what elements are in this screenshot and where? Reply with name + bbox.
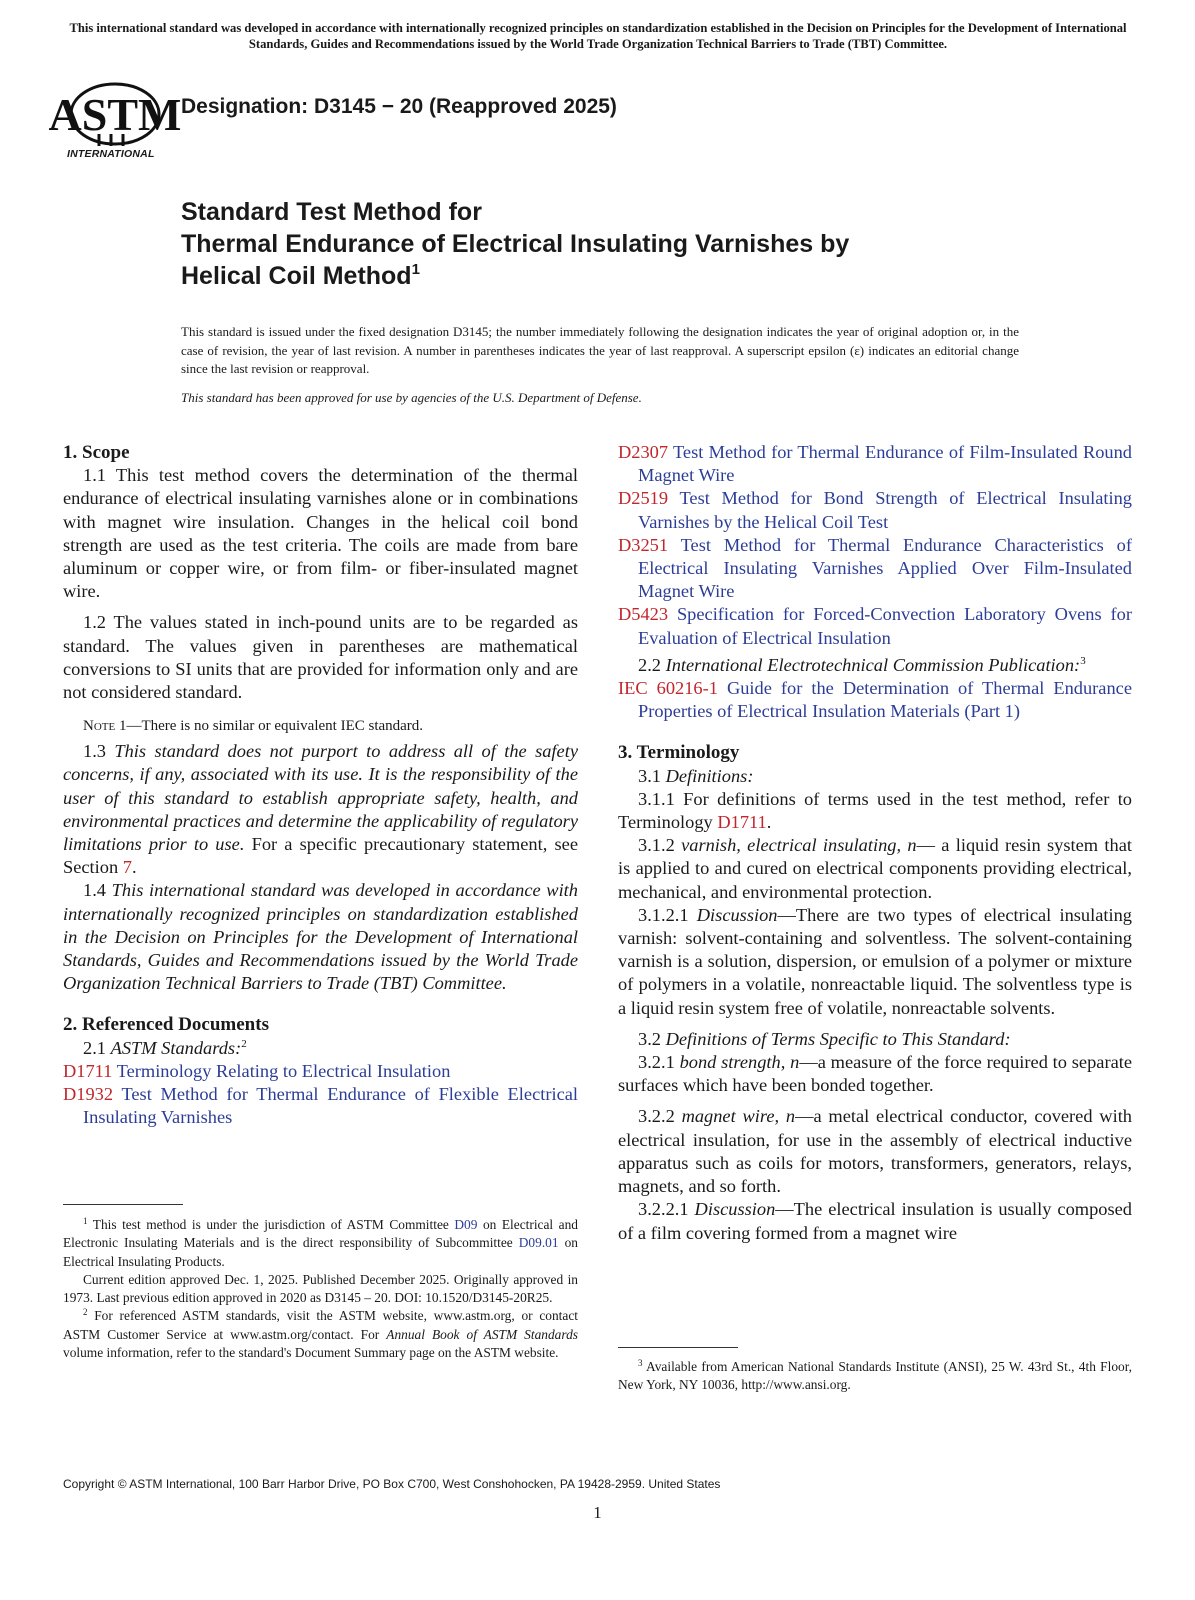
copyright-notice: Copyright © ASTM International, 100 Barr Harbor Drive, PO Box C700, West Conshohocken, PA 19428-2959. United States xyxy=(63,1477,721,1491)
section-heading-scope: 1. Scope xyxy=(63,442,130,463)
left-column xyxy=(63,441,578,1129)
footnote-divider xyxy=(618,1347,738,1348)
paragraph-1-3: 1.3 This standard does not purport to address all of the safety concerns, if any, associated with its use. It is the responsibility of the user of this standard to establish appropriate safety, health, and environmental practices and determine the applicability of regulatory limitations prior to use. For a specific precautionary statement, see Section 7. xyxy=(63,741,578,878)
section-7-link[interactable]: 7 xyxy=(122,857,132,878)
paragraph-3-1-2-1: 3.1.2.1 Discussion—There are two types of electrical insulating varnish: solvent-containing and solventless. The solvent-containing varnish is a solution, dispersion, or emulsion of a polymer or mixture of polymers in a volatile, nonreactable liquid. The solventless type is a liquid resin system free of volatile, nonreactable solvents. xyxy=(618,904,1132,1018)
page-number: 1 xyxy=(593,1503,602,1522)
reference-item[interactable]: D3251 Test Method for Thermal Endurance Characteristics of Electrical Insulating Varnishes Applied Over Film-Insulated Magnet Wire xyxy=(618,534,1132,602)
footnote-1: $^1$ This test method is under the jurisdiction of ASTM Committee D09 on Electrical and Electronic Insulating Materials and is the direct responsibility of Subcommittee D09.01 on Electrical Insulating Products. xyxy=(63,1216,578,1269)
title-line-3: Helical Coil Method$^1$ xyxy=(181,261,420,290)
d1711-link[interactable]: D1711 xyxy=(717,812,767,833)
paragraph-2-2: 2.2 International Electrotechnical Commission Publication:$^3$ xyxy=(638,654,1086,675)
document-title xyxy=(181,196,1081,292)
svg-text:ASTM: ASTM xyxy=(48,89,182,140)
paragraph-1-1: 1.1 This test method covers the determination of the thermal endurance of electrical insulating varnishes alone or in combinations with magnet wire insulation. Changes in the helical coil bond strength are used as the test criteria. The coils are made from bare aluminum or copper wire, or from film- or fiber-insulated magnet wire. xyxy=(63,465,578,602)
footnotes-left xyxy=(63,1216,578,1362)
right-column xyxy=(618,441,1132,1245)
section-heading-terminology: 3. Terminology xyxy=(618,742,740,764)
reference-item[interactable]: D2307 Test Method for Thermal Endurance of Film-Insulated Round Magnet Wire xyxy=(618,442,1132,486)
paragraph-1-4: 1.4 This international standard was developed in accordance with internationally recognized principles on standardization established in the Decision on Principles for the Development of International Standards, Guides and Recommendations issued by the World Trade Organization Technical Barriers to Trade (TBT) Committee. xyxy=(63,880,578,994)
paragraph-3-2-2-1: 3.2.2.1 Discussion—The electrical insulation is usually composed of a film covering formed from a magnet wire xyxy=(618,1199,1132,1243)
reference-item[interactable]: D5423 Specification for Forced-Convection Laboratory Ovens for Evaluation of Electrical Insulation xyxy=(618,604,1132,648)
title-line-1: Standard Test Method for xyxy=(181,198,482,226)
note-label: Note 1 xyxy=(83,718,127,735)
paragraph-3-2-2: 3.2.2 magnet wire, n—a metal electrical conductor, covered with electrical insulation, for use in the assembly of electrical inductive apparatus such as coils for motors, transformers, generators, relays, magnets, and so forth. xyxy=(618,1106,1132,1197)
footnote-2-mark[interactable]: 2 xyxy=(241,1037,247,1050)
footnote-divider xyxy=(63,1204,183,1205)
reference-item[interactable]: D2519 Test Method for Bond Strength of Electrical Insulating Varnishes by the Helical Coil Test xyxy=(618,488,1132,532)
footnote-1-edition: Current edition approved Dec. 1, 2025. Published December 2025. Originally approved in 1973. Last previous edition approved in 2020 as D3145 – 20. DOI: 10.1520/D3145-20R25. xyxy=(63,1271,578,1306)
paragraph-2-1: 2.1 ASTM Standards:$^2$ xyxy=(83,1037,247,1058)
wto-principles-notice: This international standard was developed in accordance with internationally recognized principles on standardization established in the Decision on Principles for the Development of International Standards, Guides and Recommendations issued by the World Trade Organization Technical Barriers to Trade (TBT) Committee. xyxy=(69,21,1127,51)
reference-item[interactable]: D1711 Terminology Relating to Electrical Insulation xyxy=(63,1060,451,1081)
footnotes-right xyxy=(618,1358,1132,1395)
title-line-2: Thermal Endurance of Electrical Insulating Varnishes by xyxy=(181,230,850,258)
paragraph-3-1: 3.1 Definitions: xyxy=(638,765,754,786)
note-1: Note 1—There is no similar or equivalent IEC standard. xyxy=(83,718,424,735)
footnote-3: $^3$ Available from American National Standards Institute (ANSI), 25 W. 43rd St., 4th Floor, New York, NY 10036, http://www.ansi.org. xyxy=(618,1358,1132,1393)
paragraph-3-1-1: 3.1.1 For definitions of terms used in the test method, refer to Terminology D1711. xyxy=(618,788,1132,833)
dod-approval: This standard has been approved for use by agencies of the U.S. Department of Defense. xyxy=(181,390,642,405)
reference-item[interactable]: IEC 60216-1 Guide for the Determination of Thermal Endurance Properties of Electrical Insulation Materials (Part 1) xyxy=(618,678,1132,722)
committee-d09-link[interactable]: D09 xyxy=(454,1217,478,1232)
logo-international-text: INTERNATIONAL xyxy=(67,148,155,160)
subcommittee-d0901-link[interactable]: D09.01 xyxy=(518,1235,559,1251)
paragraph-3-1-2: 3.1.2 varnish, electrical insulating, n— a liquid resin system that is applied to and cured on electrical components providing electrical, mechanical, and environmental protection. xyxy=(618,835,1132,902)
issued-statement: This standard is issued under the fixed designation D3145; the number immediately following the designation indicates the year of original adoption or, in the case of revision, the year of last revision. A number in parentheses indicates the year of last reapproval. A superscript epsilon (ε) indicates an editorial change since the last revision or reapproval. xyxy=(181,324,1019,376)
footnote-3-mark[interactable]: 3 xyxy=(1080,654,1086,667)
title-footnote-mark[interactable]: 1 xyxy=(411,261,420,278)
reference-item[interactable]: D1932 Test Method for Thermal Endurance of Flexible Electrical Insulating Varnishes xyxy=(63,1084,579,1128)
section-heading-referenced-documents: 2. Referenced Documents xyxy=(63,1014,269,1036)
footnote-2: $^2$ For referenced ASTM standards, visit the ASTM website, www.astm.org, or contact ASTM Customer Service at www.astm.org/contact. For Annual Book of ASTM Standards volume information, refer to the standard's Document Summary page on the ASTM website. xyxy=(63,1307,578,1361)
paragraph-1-2: 1.2 The values stated in inch-pound units are to be regarded as standard. The values given in parentheses are mathematical conversions to SI units that are provided for information only and are not considered standard. xyxy=(63,612,578,703)
paragraph-3-2-1: 3.2.1 bond strength, n—a measure of the force required to separate surfaces which have been bonded together. xyxy=(618,1052,1133,1096)
paragraph-3-2: 3.2 Definitions of Terms Specific to This Standard: xyxy=(638,1028,1011,1049)
designation: Designation: D3145 − 20 (Reapproved 2025) xyxy=(181,95,617,118)
